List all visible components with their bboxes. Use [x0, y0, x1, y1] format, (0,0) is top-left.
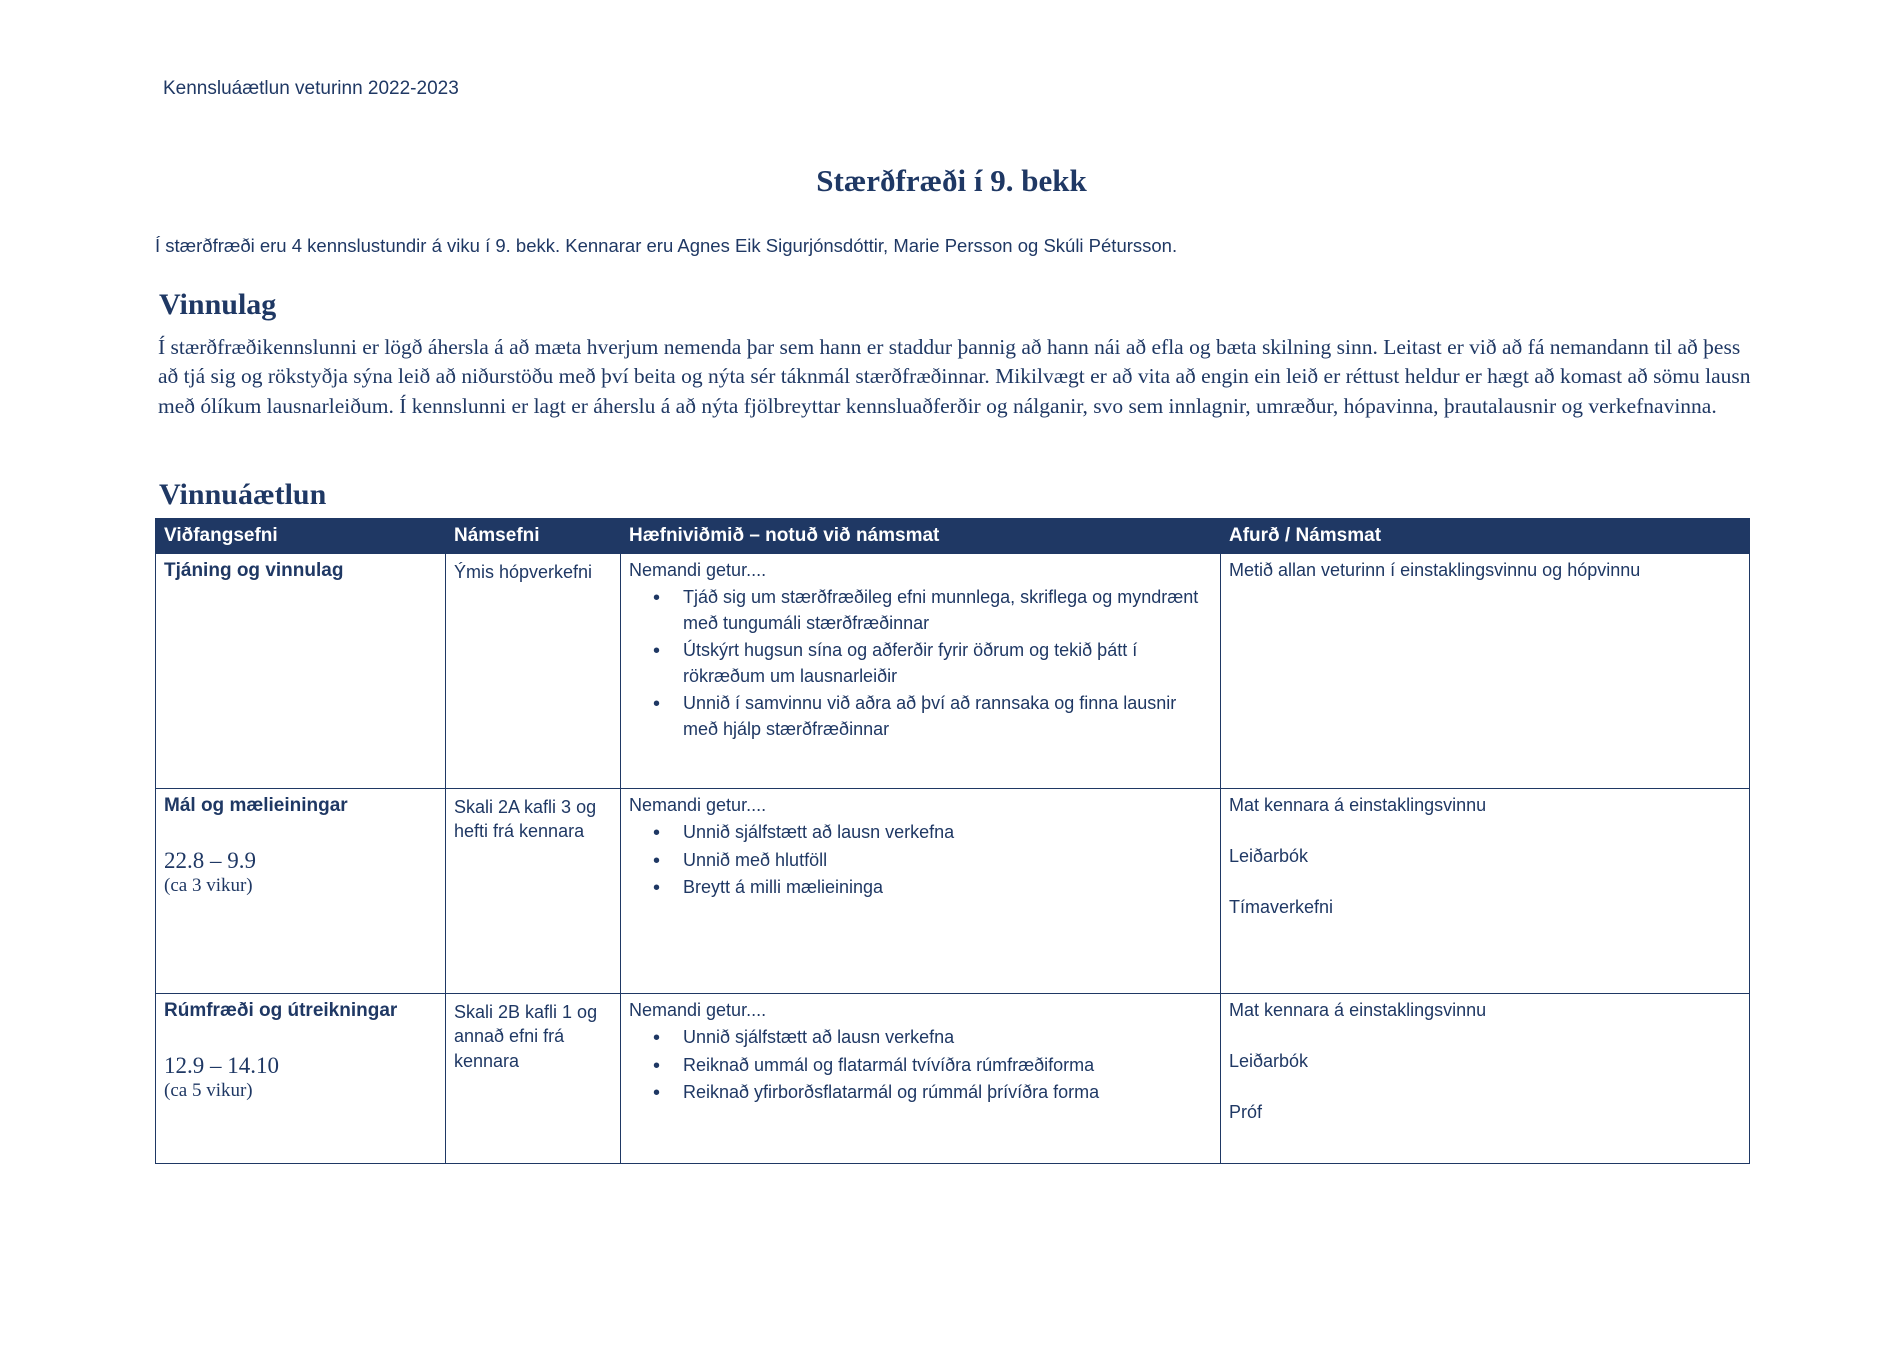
product-item: Mat kennara á einstaklingsvinnu — [1229, 795, 1487, 815]
intro-paragraph: Í stærðfræði eru 4 kennslustundir á viku í 9. bekk. Kennarar eru Agnes Eik Sigurjónsdóttir, Marie Persson og Skúli Pétursson. — [155, 235, 1178, 256]
column-header-topic: Viðfangsefni — [156, 519, 446, 554]
product-item: Leiðarbók — [1229, 1051, 1309, 1071]
topic-duration: (ca 3 vikur) — [164, 875, 253, 897]
list-item: • Unnið í samvinnu við aðra að því að rannsaka og finna lausnir með hjálp stærðfræðinnar — [683, 691, 1212, 742]
list-item: • Unnið með hlutföll — [683, 848, 1212, 874]
product-item: Próf — [1229, 1102, 1263, 1122]
list-item: • Reiknað ummál og flatarmál tvívíðra rúmfræðiforma — [683, 1053, 1212, 1079]
table-header-row — [156, 519, 1750, 554]
list-item: • Útskýrt hugsun sína og aðferðir fyrir öðrum og tekið þátt í rökræðum um lausnarleiðir — [683, 638, 1212, 689]
topic-dates: 22.8 – 9.9 — [164, 848, 256, 873]
topic-name: Tjáning og vinnulag — [164, 560, 344, 581]
cell-criteria — [621, 994, 1221, 1164]
section-heading-vinnulag: Vinnulag — [159, 288, 277, 321]
list-item: • Reiknað yfirborðsflatarmál og rúmmál þrívíðra forma — [683, 1080, 1212, 1106]
plan-table — [155, 518, 1750, 1164]
table-row — [156, 994, 1750, 1164]
list-item: • Tjáð sig um stærðfræðileg efni munnlega, skriflega og myndrænt með tungumáli stærðfræðinnar — [683, 585, 1212, 636]
criteria-list — [629, 585, 1212, 742]
topic-name: Rúmfræði og útreikningar — [164, 1000, 398, 1021]
section-heading-vinnuaaetlun: Vinnuáætlun — [159, 478, 327, 511]
criteria-intro: Nemandi getur.... — [629, 1000, 767, 1020]
cell-product — [1221, 789, 1750, 994]
cell-topic — [156, 994, 446, 1164]
column-header-criteria: Hæfniviðmið – notuð við námsmat — [621, 519, 1221, 554]
product-item: Mat kennara á einstaklingsvinnu — [1229, 1000, 1487, 1020]
column-header-product: Afurð / Námsmat — [1221, 519, 1750, 554]
column-header-material: Námsefni — [446, 519, 621, 554]
list-item: • Unnið sjálfstætt að lausn verkefna — [683, 820, 1212, 846]
section-body-vinnulag: Í stærðfræðikennslunni er lögð áhersla á að mæta hverjum nemenda þar sem hann er staddur þannig að hann nái að efla og bæta skilning sinn. Leitast er við að fá nemandann til að þess að tjá sig og rökstyðja sýna leið að niðurstöðu með því beita og nýta sér táknmál stærðfræðinnar. Mikilvægt er að vita að engin ein leið er réttust heldur er hægt að komast að sömu lausn með ólíkum lausnarleiðum. Í kennslunni er lagt er áherslu á að nýta fjölbreyttar kennsluaðferðir og nálganir, svo sem innlagnir, umræður, hópavinna, þrautalausnir og verkefnavinna. — [158, 335, 1751, 418]
table-row — [156, 789, 1750, 994]
table-row — [156, 554, 1750, 789]
list-item: • Unnið sjálfstætt að lausn verkefna — [683, 1025, 1212, 1051]
cell-product — [1221, 994, 1750, 1164]
topic-duration: (ca 5 vikur) — [164, 1080, 253, 1102]
criteria-list — [629, 1025, 1212, 1106]
product-item: Tímaverkefni — [1229, 897, 1334, 917]
criteria-intro: Nemandi getur.... — [629, 560, 767, 580]
product-item: Metið allan veturinn í einstaklingsvinnu og hópvinnu — [1229, 560, 1641, 580]
list-item: • Breytt á milli mælieininga — [683, 875, 1212, 901]
cell-topic — [156, 554, 446, 789]
cell-material: Skali 2B kafli 1 og annað efni frá kennara — [446, 994, 621, 1164]
cell-criteria — [621, 789, 1221, 994]
running-head: Kennsluáætlun veturinn 2022-2023 — [163, 78, 459, 99]
product-item: Leiðarbók — [1229, 846, 1309, 866]
cell-criteria — [621, 554, 1221, 789]
cell-material: Ýmis hópverkefni — [446, 554, 621, 789]
cell-material: Skali 2A kafli 3 og hefti frá kennara — [446, 789, 621, 994]
page-title: Stærðfræði í 9. bekk — [816, 163, 1087, 198]
cell-product — [1221, 554, 1750, 789]
criteria-intro: Nemandi getur.... — [629, 795, 767, 815]
topic-dates: 12.9 – 14.10 — [164, 1053, 279, 1078]
criteria-list — [629, 820, 1212, 901]
cell-topic — [156, 789, 446, 994]
topic-name: Mál og mælieiningar — [164, 795, 348, 816]
